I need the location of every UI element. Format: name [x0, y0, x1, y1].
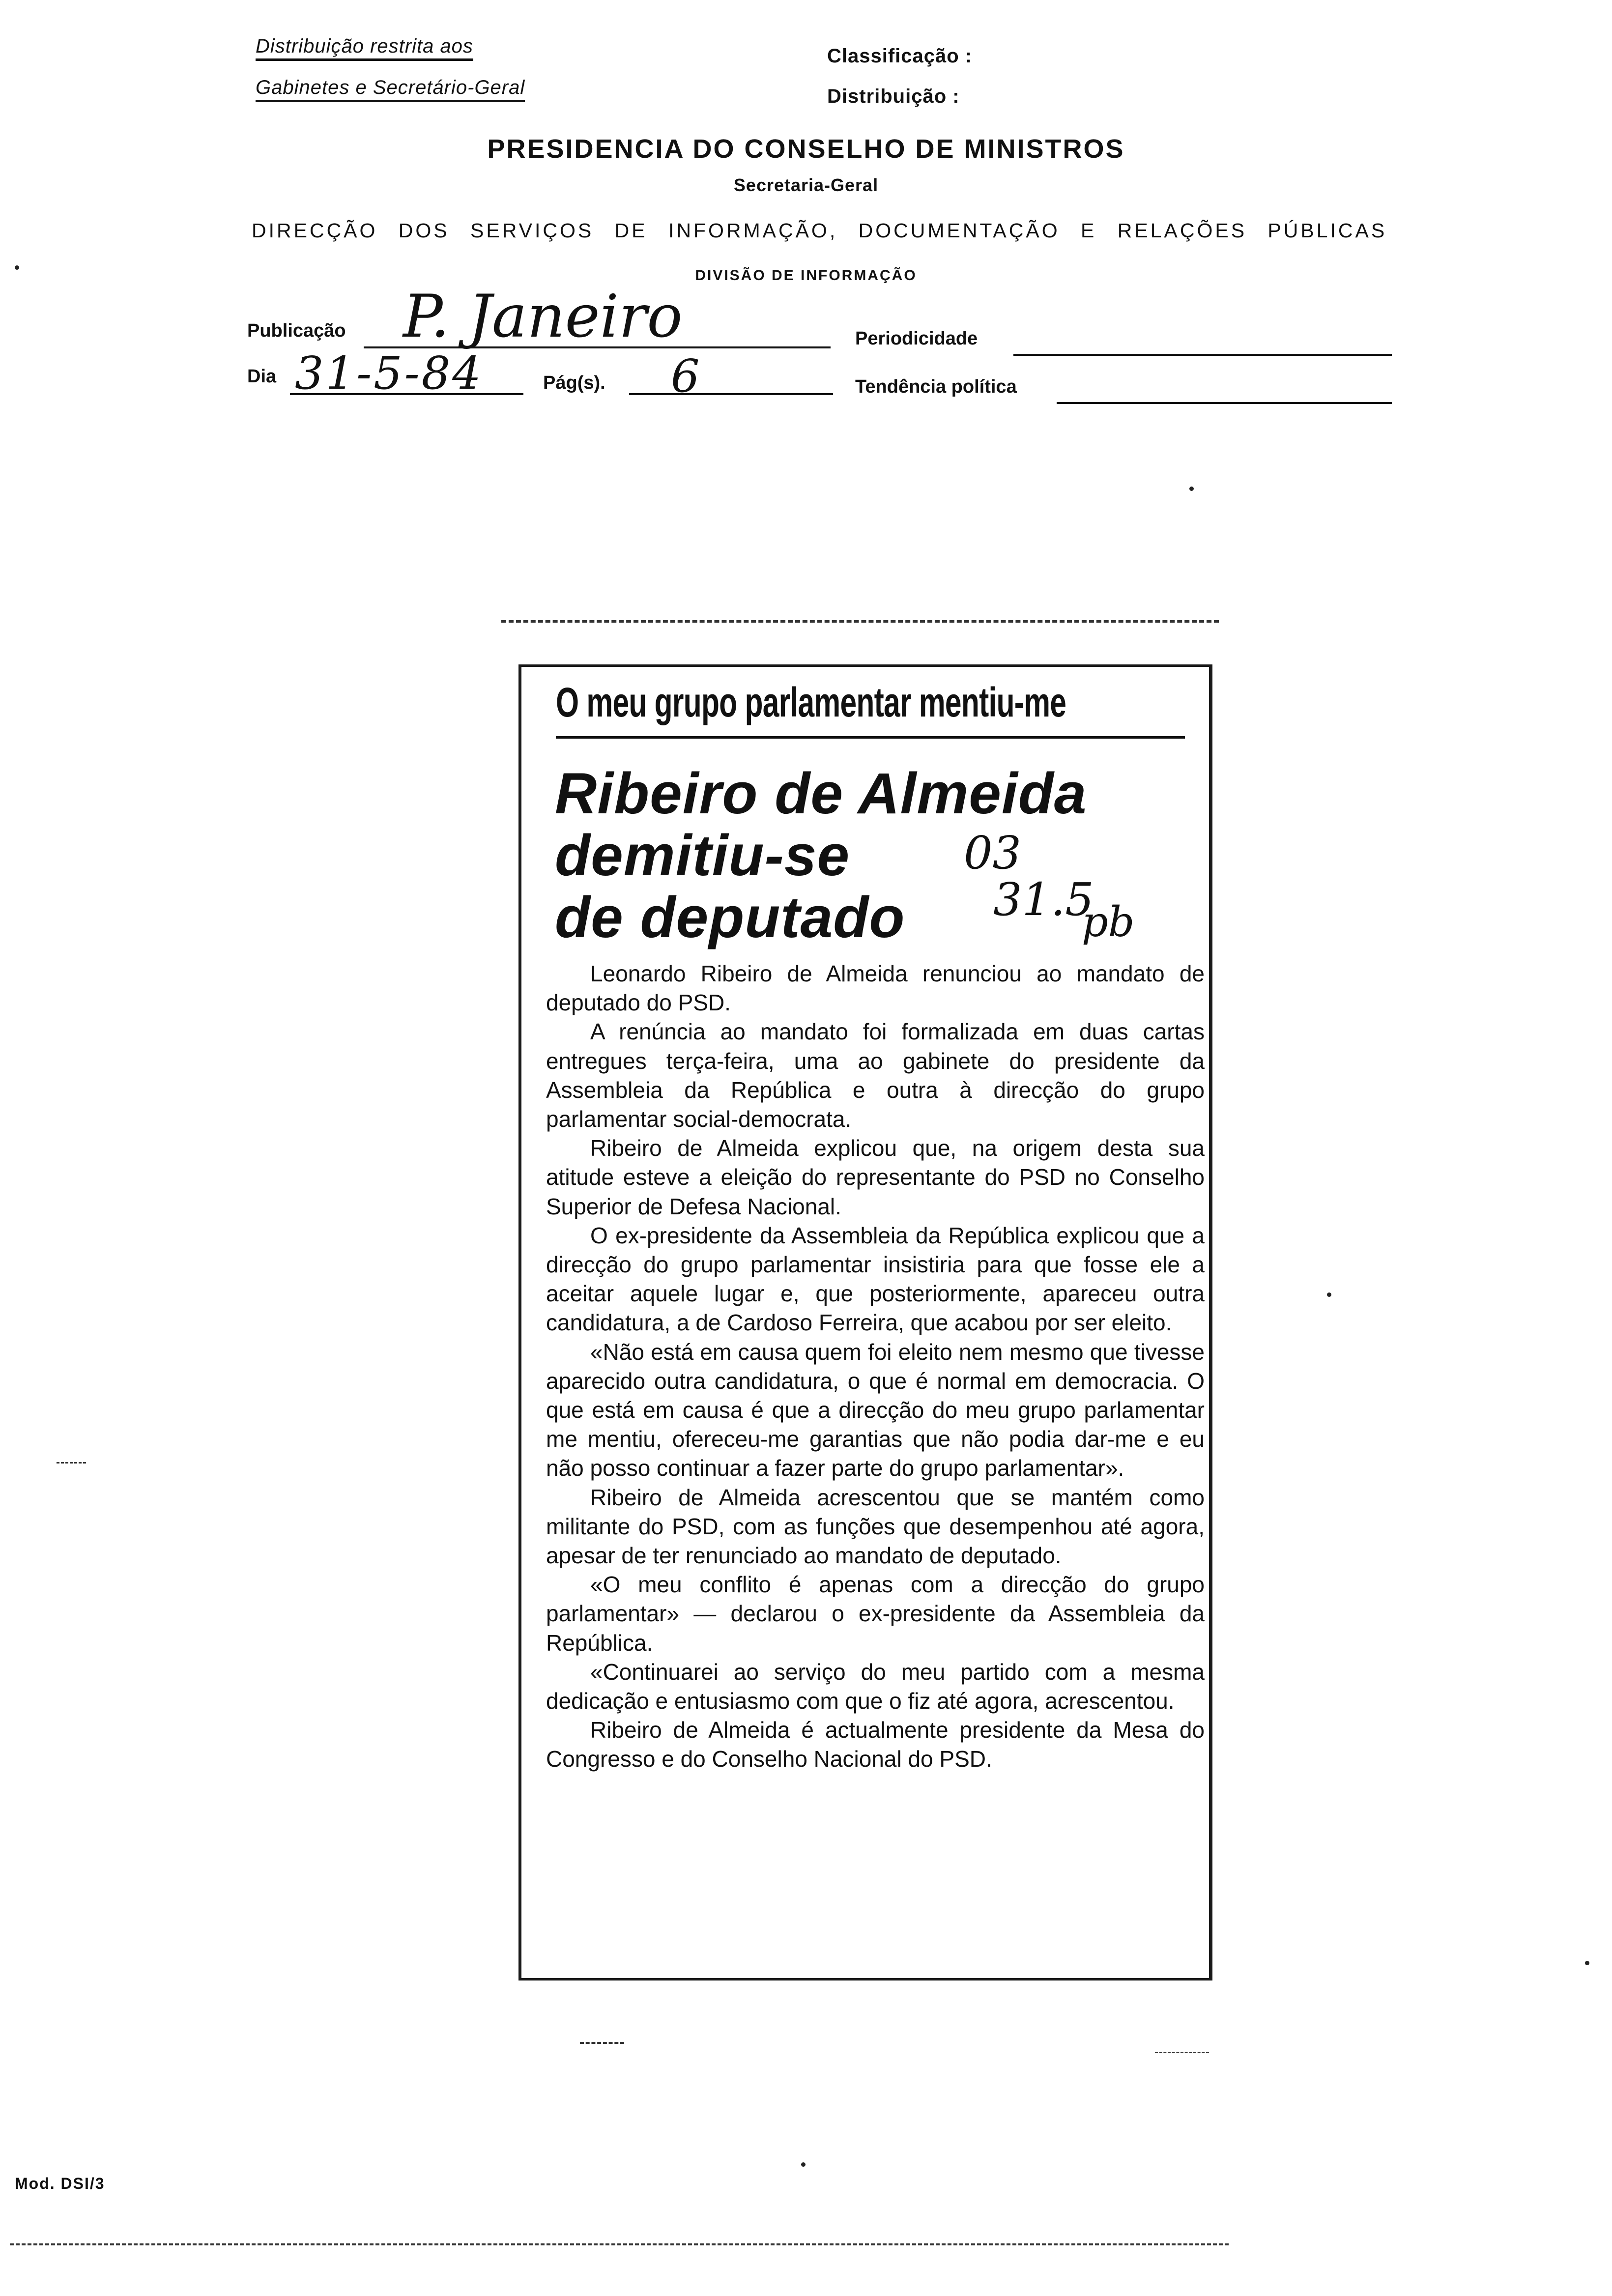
pages-line	[629, 393, 833, 395]
article-paragraph: «Não está em causa quem foi eleito nem mesmo que tivesse aparecido outra candidatura, o que é normal em democracia. O que está em causa é que a direcção do meu grupo parlamentar me mentiu, ofereceu-me garantias que não podia dar-me e eu não posso continuar a fazer parte do grupo parlamentar».	[546, 1339, 1205, 1481]
article-paragraph: Ribeiro de Almeida acrescentou que se mantém como militante do PSD, com as funções que desempenhou até agora, apesar de ter renunciado ao mandato de deputado.	[546, 1484, 1205, 1569]
article-kicker: O meu grupo parlamentar mentiu-me	[556, 679, 1066, 725]
cut-line-top	[501, 620, 1219, 623]
article-paragraph: «O meu conflito é apenas com a direcção do grupo parlamentar» — declarou o ex-presidente da Assembleia da República.	[546, 1572, 1205, 1656]
distribution-label: Distribuição :	[827, 86, 960, 107]
presidency-title: PRESIDENCIA DO CONSELHO DE MINISTROS	[487, 134, 1125, 164]
article-paragraph: A renúncia ao mandato foi formalizada em duas cartas entregues terça-feira, uma ao gabinete do presidente da Assembleia da República e outra à direcção do grupo parlamentar social-democrata.	[546, 1019, 1205, 1132]
scan-mark	[57, 1462, 86, 1464]
kicker-rule	[556, 736, 1185, 739]
handwritten-note-line2: 31.5	[993, 873, 1094, 926]
scan-speck	[1327, 1292, 1331, 1297]
scan-speck	[1585, 1961, 1589, 1965]
pages-value: 6	[671, 350, 700, 402]
secretariat-subtitle: Secretaria-Geral	[733, 175, 879, 195]
political-tendency-label: Tendência política	[855, 376, 1017, 397]
scan-mark	[1155, 2052, 1209, 2053]
scan-speck	[1189, 487, 1194, 491]
handwritten-note-line1: 03	[964, 827, 1022, 879]
scan-mark	[580, 2042, 624, 2044]
article-paragraph: Ribeiro de Almeida é actualmente presidente da Mesa do Congresso e do Conselho Nacional do PSD.	[546, 1717, 1205, 1772]
article-paragraph: Ribeiro de Almeida explicou que, na origem desta sua atitude esteve a eleição do representante do PSD no Conselho Superior de Defesa Nacional.	[546, 1135, 1205, 1219]
scan-speck	[15, 265, 19, 270]
classification-label: Classificação :	[827, 45, 973, 67]
headline-line: demitiu-se	[555, 823, 850, 888]
direction-title: DIRECÇÃO DOS SERVIÇOS DE INFORMAÇÃO, DOCUMENTAÇÃO E RELAÇÕES PÚBLICAS	[252, 219, 1387, 242]
day-label: Dia	[247, 366, 277, 387]
form-code: Mod. DSI/3	[15, 2175, 105, 2192]
article-body	[546, 959, 1205, 1774]
newspaper-clipping	[518, 664, 1212, 1980]
day-line	[290, 393, 523, 395]
scan-speck	[801, 2162, 806, 2167]
handwritten-note-line3: pb	[1082, 898, 1135, 946]
publication-label: Publicação	[247, 320, 346, 341]
headline-line: Ribeiro de Almeida	[555, 761, 1087, 826]
pages-label: Pág(s).	[543, 373, 605, 393]
article-paragraph: O ex-presidente da Assembleia da República explicou que a direcção do grupo parlamentar insistiria para que fosse ele a aceitar aquele lugar e, que posteriormente, apareceu outra candidatura, a de Cardoso Ferreira, que acabou por ser eleito.	[546, 1222, 1205, 1336]
headline-line: de deputado	[555, 885, 905, 950]
division-title: DIVISÃO DE INFORMAÇÃO	[695, 267, 917, 284]
periodicity-line	[1013, 354, 1392, 356]
periodicity-label: Periodicidade	[855, 328, 978, 349]
article-paragraph: Leonardo Ribeiro de Almeida renunciou ao mandato de deputado do PSD.	[546, 961, 1205, 1016]
restriction-notice-line2: Gabinetes e Secretário-Geral	[256, 77, 525, 102]
publication-value: P. Janeiro	[403, 283, 683, 351]
article-paragraph: «Continuarei ao serviço do meu partido com a mesma dedicação e entusiasmo com que o fiz até agora, acrescentou.	[546, 1659, 1205, 1714]
cut-line-bottom	[10, 2243, 1229, 2245]
political-tendency-line	[1057, 402, 1392, 404]
day-value: 31-5-84	[295, 347, 483, 400]
restriction-notice-line1: Distribuição restrita aos	[256, 35, 473, 61]
